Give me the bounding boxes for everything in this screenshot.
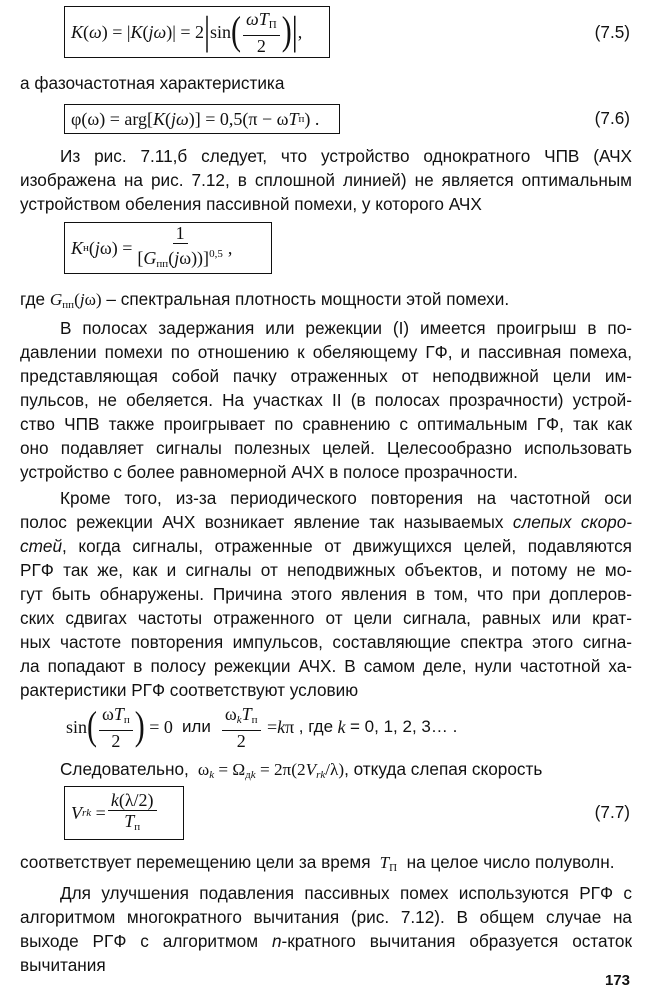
- equation-7-7-box: V rk = $\frac{k(\lambda/2)}{T_п}$: [64, 786, 184, 840]
- equation-number: (7.7): [594, 802, 630, 822]
- text-line: Из рис. 7.11,б следует, что устройство однократного ЧПВ (АЧХ: [60, 146, 632, 166]
- text-line: [20, 511, 632, 533]
- text-fragment: где: [20, 289, 46, 309]
- text-fragment: полос режекции АЧХ возникает явление так называемых: [20, 512, 513, 532]
- text-line: [20, 535, 632, 557]
- page-number: 173: [604, 972, 630, 989]
- text-fragment: Следовательно,: [60, 759, 189, 779]
- text-line: Кроме того, из-за периодического повторения на частотной оси: [60, 488, 632, 508]
- text-line: а фазочастотная характеристика: [20, 73, 285, 93]
- text-line: [20, 288, 632, 316]
- equation-number: (7.6): [594, 108, 630, 128]
- text-fragment: или: [181, 717, 211, 736]
- text-fragment-italic: стей: [20, 536, 63, 556]
- text-line: устройством обеления пассивной помехи, у которого АЧХ: [20, 194, 482, 214]
- equation-7-5-box: K ( ω ) = | K ( jω )| = 2 | sin ( $\frac{\omega T_П}{2}$ ) | ,: [64, 6, 330, 58]
- text-fragment: выходе РГФ с алгоритмом: [20, 931, 272, 951]
- text-fragment: , где: [298, 717, 334, 736]
- text-line: В полосах задержания или режекции (I) имеется проигрыш в по-: [60, 318, 632, 338]
- condition-equation: sin ( $\frac{\omega T_п}{2}$ ) = 0 или $\frac{\omega_kT_п}{2}$ = k π , где k = 0, 1, 2, 3… .: [66, 703, 458, 751]
- equation-7-7-row: [0, 786, 650, 840]
- text-line: устройство с более равномерной АЧХ в полосе прозрачности.: [20, 462, 518, 482]
- text-line: [60, 758, 632, 786]
- text-line: гут быть обнаружены. Причина этого явления в том, что при доплеров-: [20, 584, 632, 604]
- equation-7-5-row: [0, 6, 650, 58]
- text-fragment: – спектральная плотность мощности этой помехи.: [101, 289, 510, 309]
- math-inline: $\omega_k = \Omega_{дk} = 2\pi(2V_{rk}/\lambda)$: [193, 760, 345, 781]
- text-line: изображена на рис. 7.12, в сплошной линией) не является оптимальным: [20, 170, 632, 190]
- text-line: оно подавляет сигналы полезных целей. Целесообразно использовать: [20, 438, 632, 458]
- text-fragment: = 0, 1, 2, 3… .: [350, 717, 458, 736]
- text-fragment-italic: слепых скоро-: [512, 512, 632, 532]
- text-fragment: , откуда слепая скорость: [344, 759, 543, 779]
- text-line: алгоритмом многократного вычитания (рис. 7.12). В общем случае на: [20, 907, 632, 927]
- text-line: соответствует перемещению цели за время TП на целое число полуволн.: [20, 852, 615, 874]
- math-inline: $G_{пп}(j\omega)$: [49, 290, 102, 311]
- text-line: давлении помехи по отношению к обеляющему ГФ, и пассивная помеха,: [20, 342, 632, 362]
- text-fragment: -кратного вычитания образуется остаток: [281, 931, 632, 951]
- text-line: пульсов, не обеляется. На участках II (в полосах прозрачности) устрой-: [20, 390, 632, 410]
- text-fragment-italic: n: [271, 931, 282, 951]
- text-line: ных частоте повторения импульсов, составляющие спектра этого сигна-: [20, 632, 632, 652]
- text-line: [20, 930, 632, 952]
- text-line: ских сдвигах частоты отраженного от цели сигнала, равных или крат-: [20, 608, 632, 628]
- text-line: рактеристики РГФ соответствуют условию: [20, 680, 359, 700]
- equation-7-6-row: [0, 104, 650, 134]
- text-line: Для улучшения подавления пассивных помех используются РГФ с: [60, 883, 632, 903]
- equation-kn-box: K н ( j ω) = $\frac{1}{[G_{пп}(j\omega))]^{0,5}}$ ,: [64, 222, 272, 274]
- text-line: вычитания: [20, 955, 106, 975]
- text-line: представляющая собой пачку отраженных от неподвижной цели им-: [20, 366, 632, 386]
- text-fragment: соответствует перемещению цели за время: [20, 852, 371, 872]
- text-fragment: , когда сигналы, отраженные от движущихся целей, подавляются: [62, 536, 632, 556]
- text-line: РГФ так же, как и сигналы от неподвижных объектов, и потому не мо-: [20, 560, 632, 580]
- math-inline: T: [375, 853, 390, 872]
- equation-number: (7.5): [594, 22, 630, 42]
- text-line: ла попадают в полосу режекции АЧХ. В самом деле, нули частотной ха-: [20, 656, 632, 676]
- text-line: ство ЧПВ также проигрывает по сравнению с оптимальным ГФ, так как: [20, 414, 632, 434]
- equation-7-6-box: φ(ω) = arg[ K ( jω )] = 0,5(π − ω T п ) .: [64, 104, 340, 134]
- text-fragment: на целое число полуволн.: [406, 852, 615, 872]
